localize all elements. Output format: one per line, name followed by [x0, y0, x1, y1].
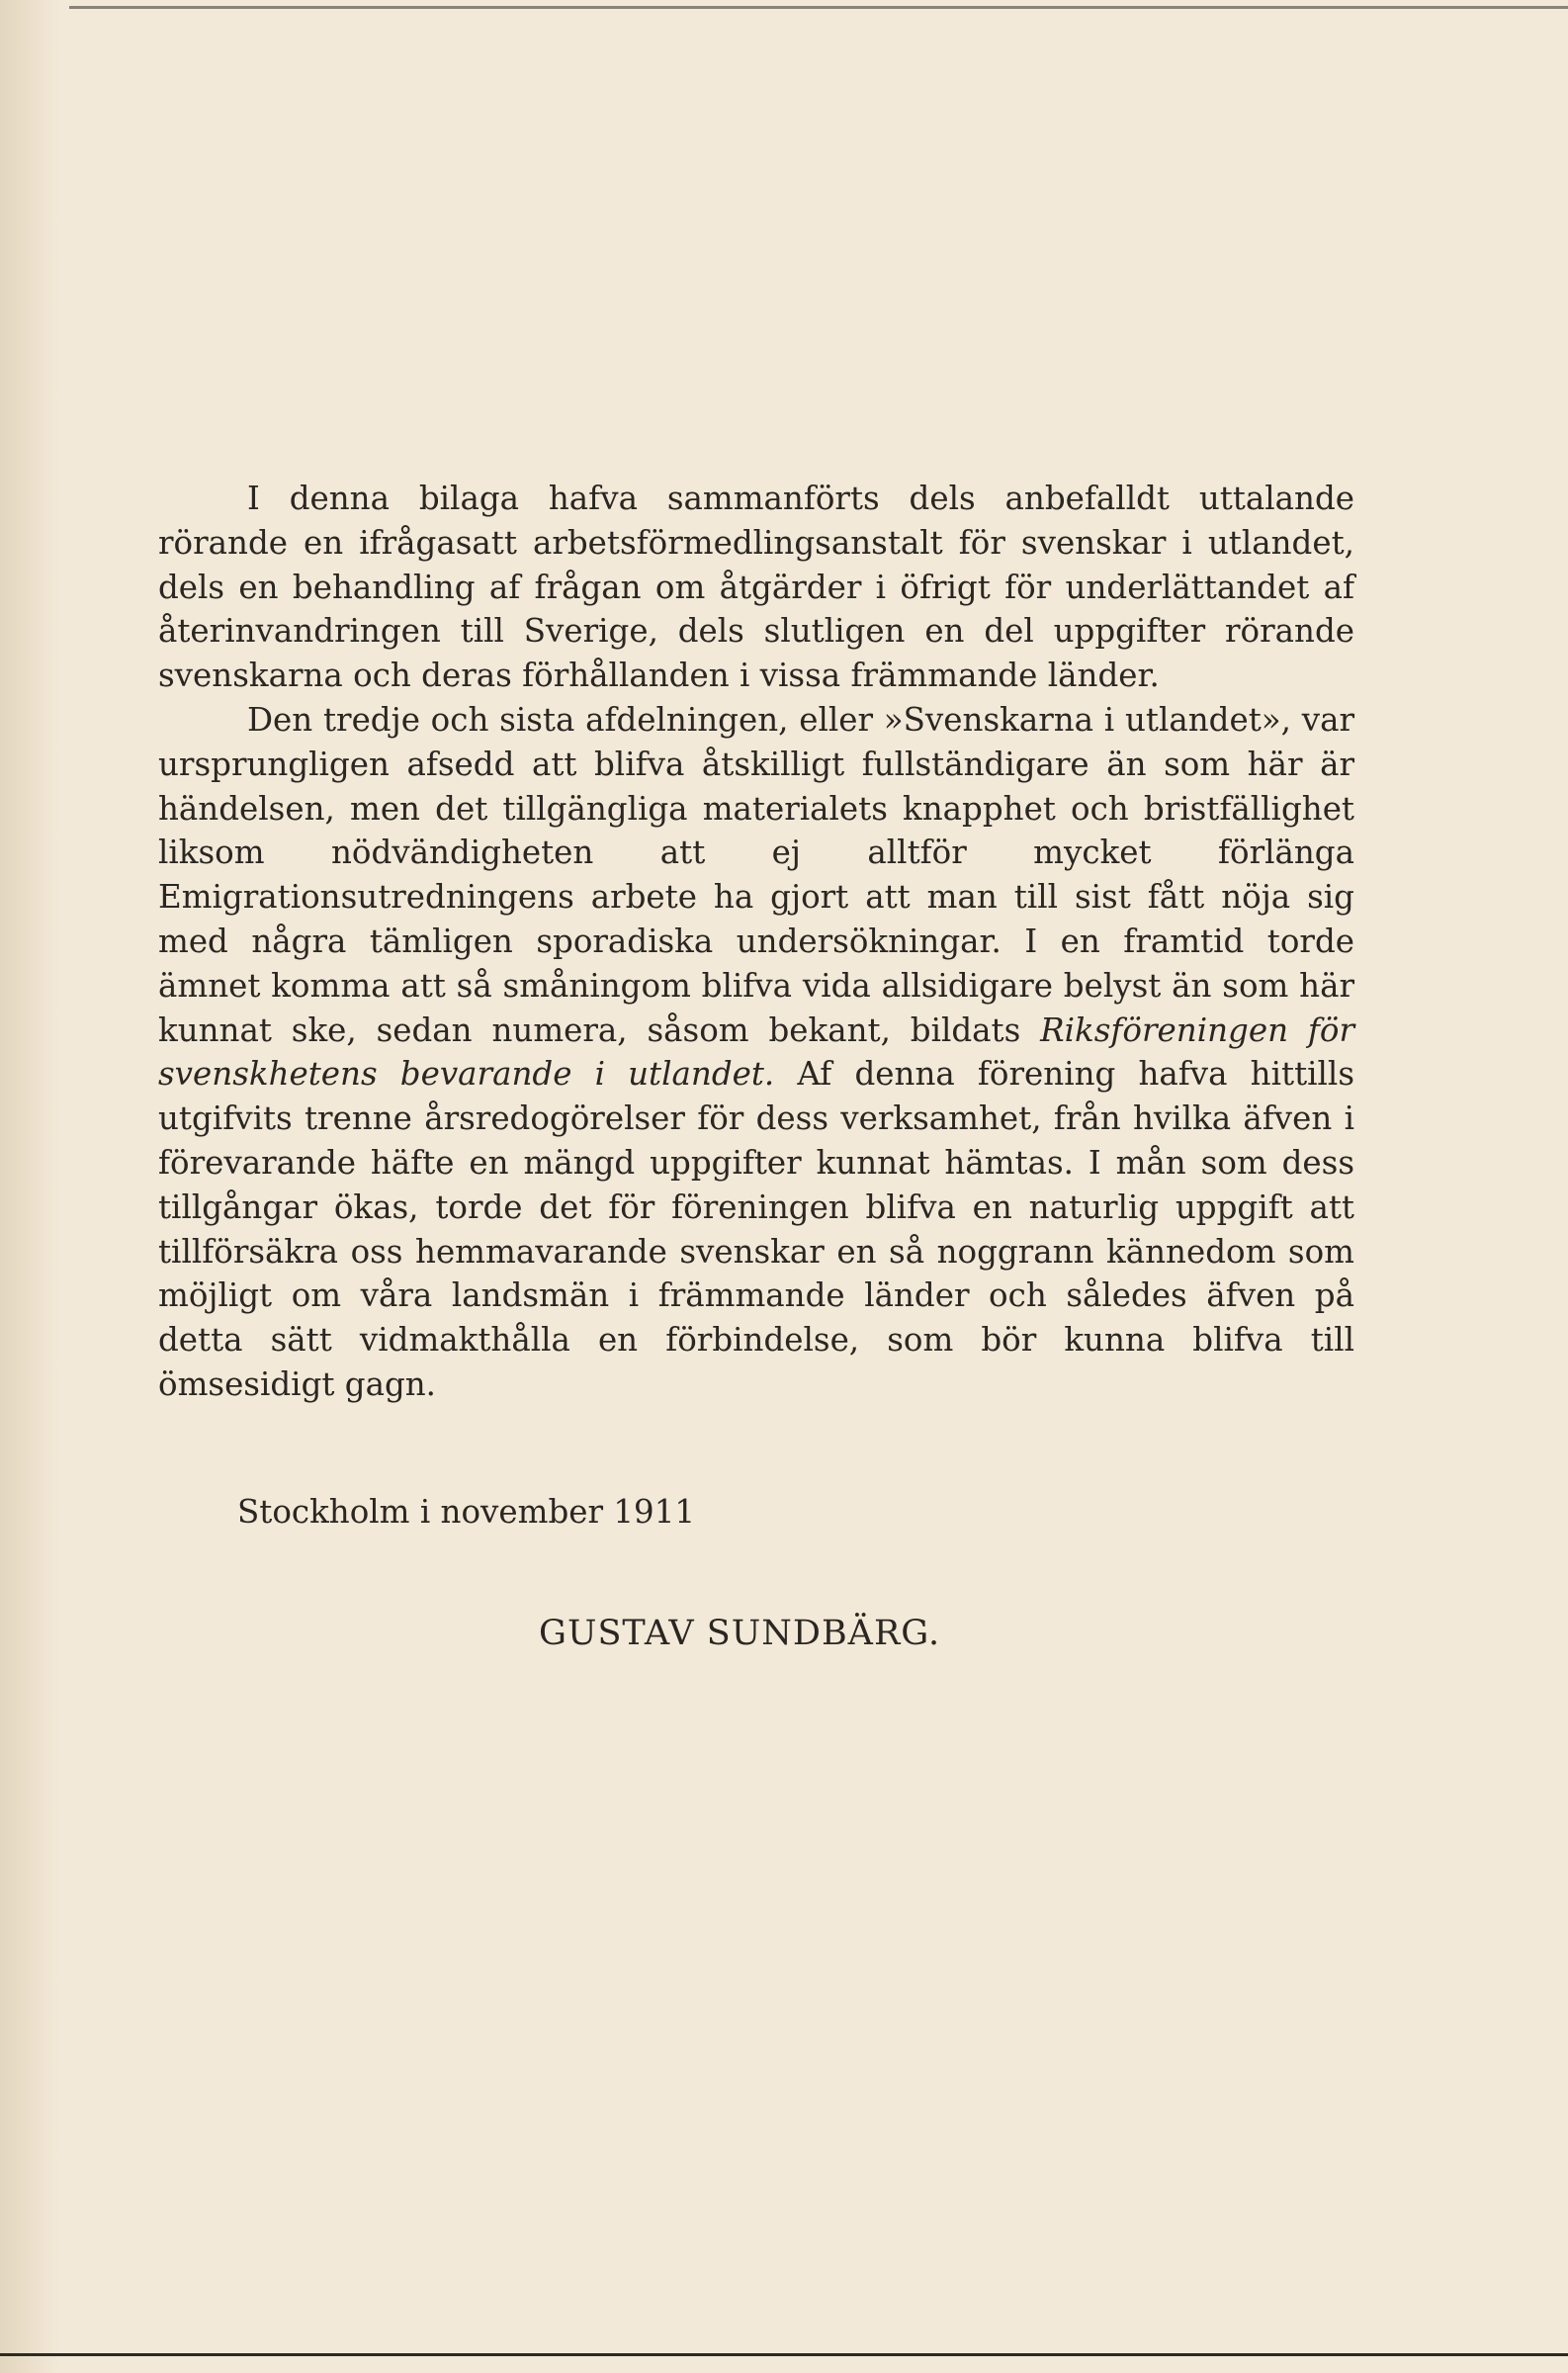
signature: GUSTAV SUNDBÄRG. [539, 1614, 941, 1653]
top-rule [69, 6, 1568, 9]
page-edge-shadow [0, 0, 59, 2373]
body-text [158, 477, 1354, 1407]
paragraph-2-text-b: Af denna förening hafva hittills utgifvits trenne årsredogörelser för dess verksamhet, från hvilka äfven i förevarande häfte en mängd uppgifter kunnat hämtas. I mån som dess tillgångar ökas, torde det för föreningen blifva en naturlig uppgift att tillförsäkra oss hemmavarande svenskar en så noggrann kännedom som möjligt om våra landsmän i främmande länder och således äfven på detta sätt vidmakthålla en förbindelse, som bör kunna blifva till ömsesidigt gagn. [158, 1055, 1354, 1403]
paragraph-2-text-a: Den tredje och sista afdelningen, eller »Svenskarna i utlandet», var ursprungligen afsedd att blifva åtskilligt fullständigare än som här är händelsen, men det tillgängliga materialets knapphet och bristfällighet liksom nödvändigheten att ej alltför mycket förlänga Emigrationsutredningens arbete ha gjort att man till sist fått nöja sig med några tämligen sporadiska undersökningar. I en framtid torde ämnet komma att så småningom blifva vida allsidigare belyst än som här kunnat ske, sedan numera, såsom bekant, bildats [158, 700, 1354, 1049]
paragraph-1: I denna bilaga hafva sammanförts dels anbefalldt uttalande rörande en ifrågasatt arbetsförmedlingsanstalt för svenskar i utlandet, dels en behandling af frågan om åtgärder i öfrigt för underlättandet af återinvandringen till Sverige, dels slutligen en del uppgifter rörande svenskarna och deras förhållanden i vissa främmande länder. [158, 480, 1354, 695]
society-name: Riksföreningen för svenskhetens bevarande i utlandet. [158, 1011, 1354, 1094]
dateline: Stockholm i november 1911 [237, 1493, 696, 1531]
bottom-rule [0, 2353, 1568, 2356]
paragraph-2 [158, 698, 1354, 1407]
